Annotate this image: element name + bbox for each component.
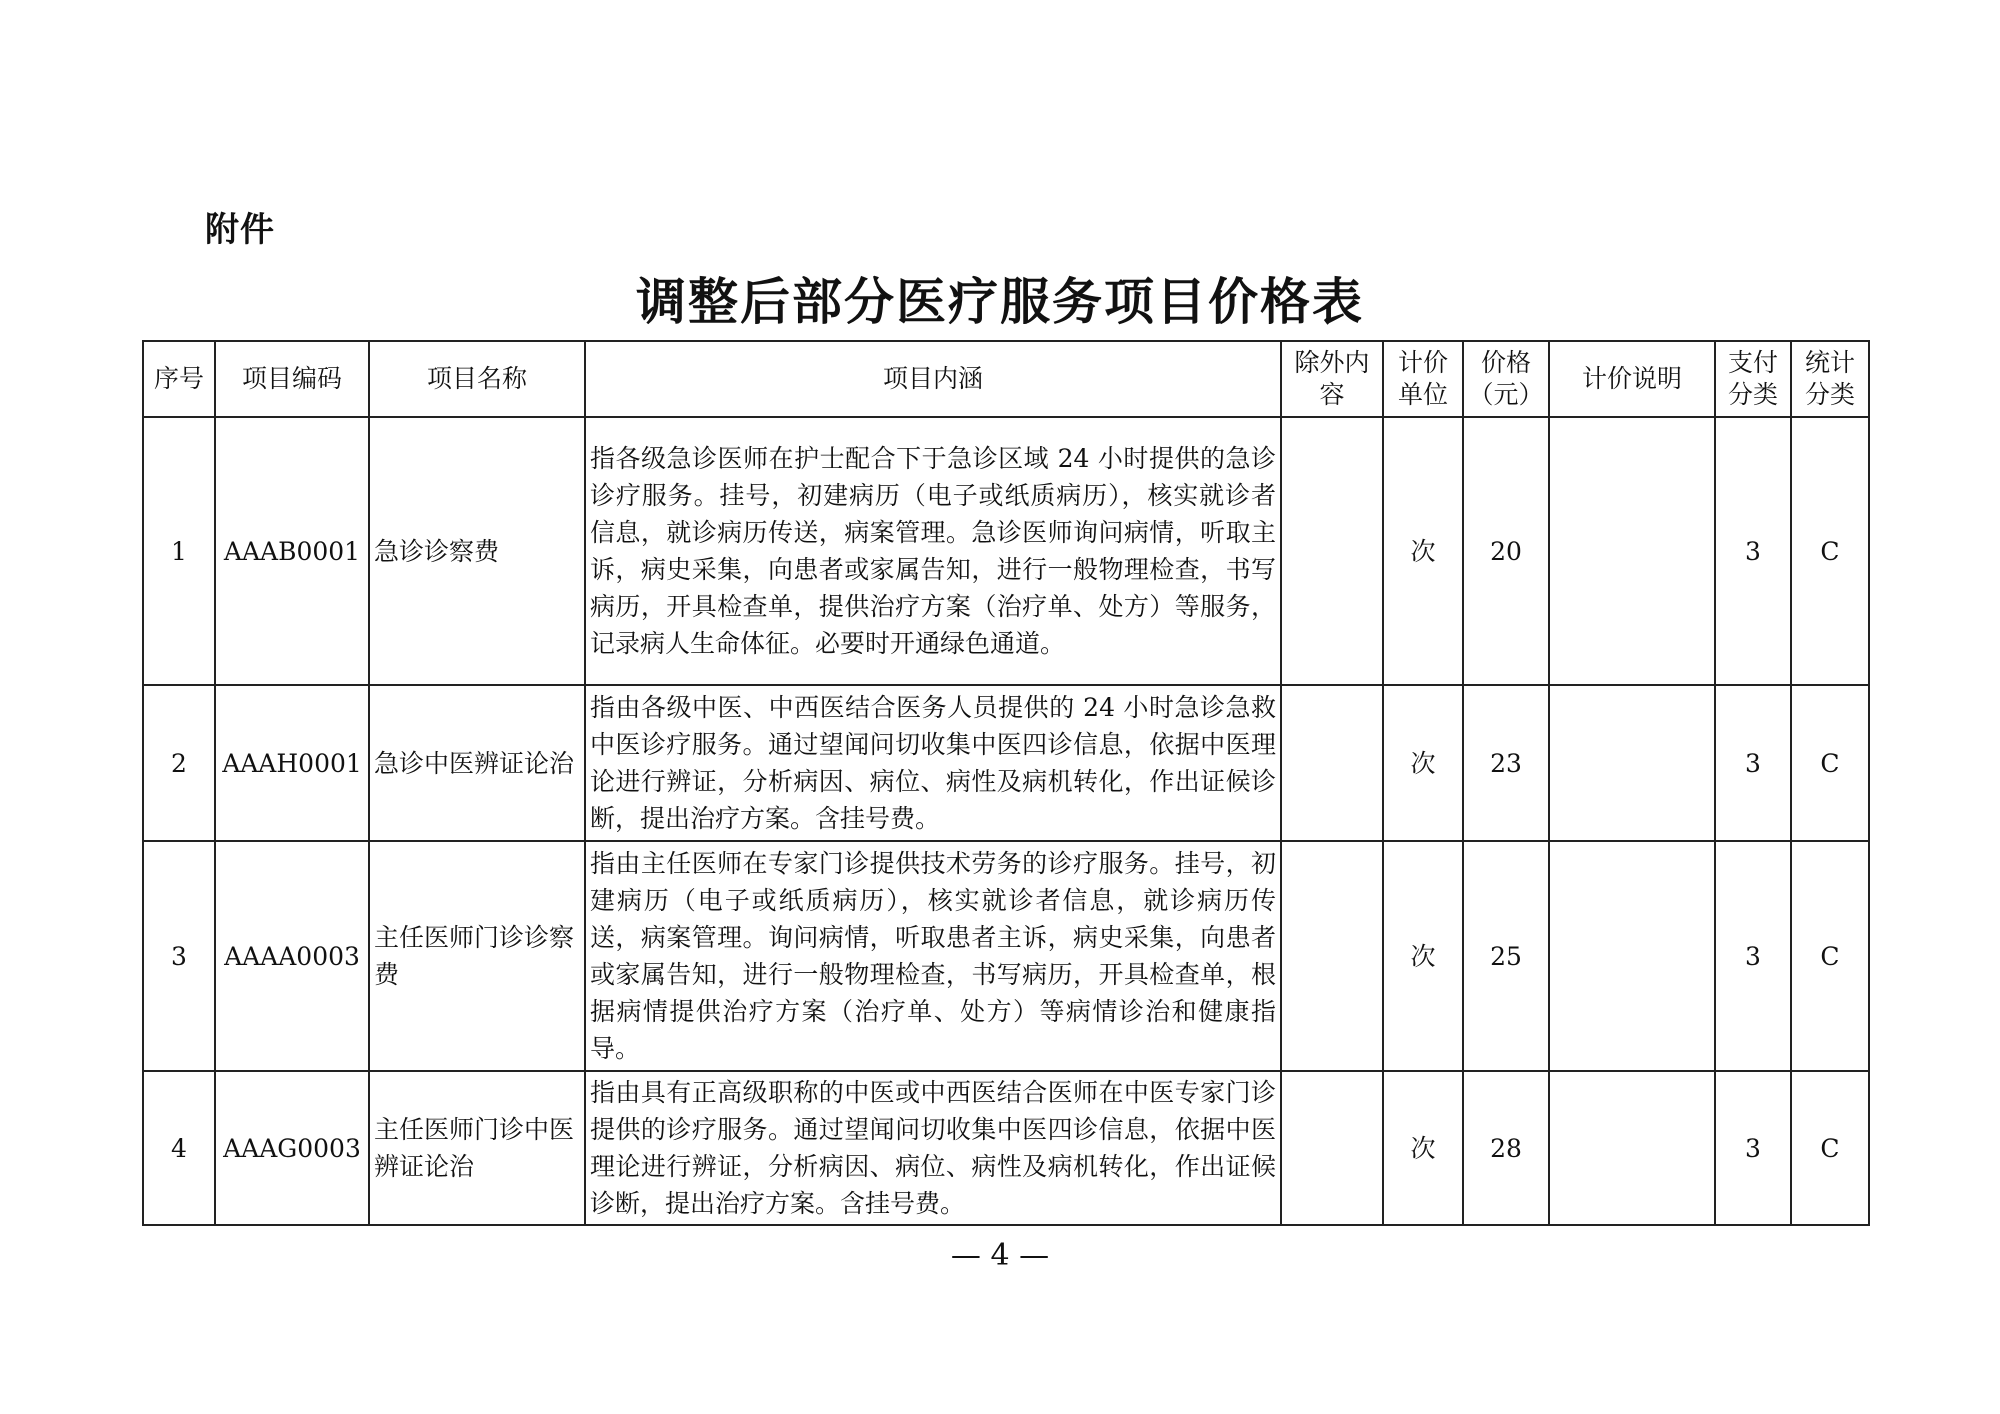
cell-unit: 次: [1383, 841, 1463, 1071]
cell-content: 指由各级中医、中西医结合医务人员提供的 24 小时急诊急救中医诊疗服务。通过望闻问切收集中医四诊信息，依据中医理论进行辨证，分析病因、病位、病性及病机转化，作出证候诊断，提出治疗方案。含挂号费。: [585, 685, 1281, 841]
col-header-unit: 计价单位: [1383, 341, 1463, 417]
col-header-exclusions: 除外内容: [1281, 341, 1383, 417]
cell-note: [1549, 685, 1715, 841]
cell-seq: 4: [143, 1071, 215, 1225]
cell-exclusions: [1281, 1071, 1383, 1225]
cell-name: 急诊诊察费: [369, 417, 585, 685]
col-header-price: 价格（元）: [1463, 341, 1549, 417]
cell-pay-class: 3: [1715, 685, 1791, 841]
cell-stat-class: C: [1791, 841, 1869, 1071]
cell-price: 28: [1463, 1071, 1549, 1225]
cell-stat-class: C: [1791, 685, 1869, 841]
cell-seq: 2: [143, 685, 215, 841]
cell-exclusions: [1281, 841, 1383, 1071]
table-row: [143, 841, 1869, 1071]
cell-seq: 3: [143, 841, 215, 1071]
cell-unit: 次: [1383, 685, 1463, 841]
cell-unit: 次: [1383, 1071, 1463, 1225]
col-header-stat-class: 统计分类: [1791, 341, 1869, 417]
cell-exclusions: [1281, 685, 1383, 841]
document-title: 调整后部分医疗服务项目价格表: [636, 272, 1364, 331]
page-number: — 4 —: [950, 1238, 1050, 1273]
cell-stat-class: C: [1791, 1071, 1869, 1225]
col-header-pay-class: 支付分类: [1715, 341, 1791, 417]
cell-note: [1549, 841, 1715, 1071]
col-header-seq: 序号: [143, 341, 215, 417]
cell-content: 指由主任医师在专家门诊提供技术劳务的诊疗服务。挂号，初建病历（电子或纸质病历），核实就诊者信息，就诊病历传送，病案管理。询问病情，听取患者主诉，病史采集，向患者或家属告知，进行一般物理检查，书写病历，开具检查单，根据病情提供治疗方案（治疗单、处方）等病情诊治和健康指导。: [585, 841, 1281, 1071]
cell-content: 指各级急诊医师在护士配合下于急诊区域 24 小时提供的急诊诊疗服务。挂号，初建病历（电子或纸质病历），核实就诊者信息，就诊病历传送，病案管理。急诊医师询问病情，听取主诉，病史采集，向患者或家属告知，进行一般物理检查，书写病历，开具检查单，提供治疗方案（治疗单、处方）等服务，记录病人生命体征。必要时开通绿色通道。: [585, 417, 1281, 685]
table-row: [143, 417, 1869, 685]
price-table: [142, 340, 1870, 1226]
table-row: [143, 685, 1869, 841]
cell-name: 主任医师门诊中医辨证论治: [369, 1071, 585, 1225]
table-row: [143, 1071, 1869, 1225]
col-header-note: 计价说明: [1549, 341, 1715, 417]
cell-unit: 次: [1383, 417, 1463, 685]
col-header-code: 项目编码: [215, 341, 369, 417]
cell-code: AAAG0003: [215, 1071, 369, 1225]
cell-name: 主任医师门诊诊察费: [369, 841, 585, 1071]
cell-exclusions: [1281, 417, 1383, 685]
cell-price: 25: [1463, 841, 1549, 1071]
col-header-content: 项目内涵: [585, 341, 1281, 417]
cell-note: [1549, 417, 1715, 685]
cell-name: 急诊中医辨证论治: [369, 685, 585, 841]
cell-price: 20: [1463, 417, 1549, 685]
cell-stat-class: C: [1791, 417, 1869, 685]
cell-code: AAAB0001: [215, 417, 369, 685]
cell-note: [1549, 1071, 1715, 1225]
table-header-row: [143, 341, 1869, 417]
cell-code: AAAH0001: [215, 685, 369, 841]
col-header-name: 项目名称: [369, 341, 585, 417]
cell-seq: 1: [143, 417, 215, 685]
cell-content: 指由具有正高级职称的中医或中西医结合医师在中医专家门诊提供的诊疗服务。通过望闻问切收集中医四诊信息，依据中医理论进行辨证，分析病因、病位、病性及病机转化，作出证候诊断，提出治疗方案。含挂号费。: [585, 1071, 1281, 1225]
cell-pay-class: 3: [1715, 841, 1791, 1071]
cell-pay-class: 3: [1715, 1071, 1791, 1225]
cell-pay-class: 3: [1715, 417, 1791, 685]
attachment-label: 附件: [205, 210, 275, 250]
cell-price: 23: [1463, 685, 1549, 841]
cell-code: AAAA0003: [215, 841, 369, 1071]
